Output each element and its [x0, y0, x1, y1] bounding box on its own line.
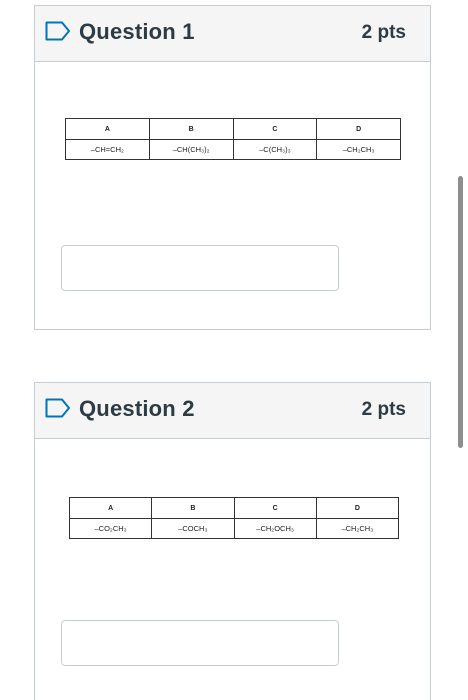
question-1-points: 2 pts — [361, 22, 406, 43]
question-2-title: Question 2 — [79, 396, 195, 421]
choice-a-value: –CO₂CH₃ — [70, 519, 152, 539]
choice-a-value: –CH=CH₂ — [66, 140, 150, 160]
choice-b-value: –CH(CH₃)₂ — [149, 140, 233, 160]
choice-c-value: –C(CH₃)₃ — [233, 140, 317, 160]
page-scrollbar[interactable] — [458, 176, 463, 448]
choice-a-header: A — [66, 119, 150, 140]
choice-c-header: C — [233, 119, 317, 140]
choice-b-header: B — [149, 119, 233, 140]
flag-question-icon[interactable] — [45, 398, 71, 418]
choice-c-value: –CH₂OCH₃ — [234, 519, 316, 539]
question-2-header — [35, 383, 430, 439]
question-1-choices-table — [65, 118, 401, 160]
question-1-card — [34, 5, 431, 330]
question-2-card — [34, 382, 431, 700]
question-2-answer-input[interactable] — [61, 620, 339, 666]
choice-d-value: –CH₂CH₃ — [316, 519, 398, 539]
question-1-answer-input[interactable] — [61, 245, 339, 291]
question-1-title: Question 1 — [79, 19, 195, 44]
question-2-points: 2 pts — [361, 399, 406, 420]
choice-d-value: –CH₂CH₃ — [317, 140, 401, 160]
choice-a-header: A — [70, 498, 152, 519]
question-2-choices-table — [69, 497, 399, 539]
choice-d-header: D — [317, 119, 401, 140]
question-1-header — [35, 6, 430, 62]
choice-b-header: B — [152, 498, 234, 519]
choice-c-header: C — [234, 498, 316, 519]
choice-b-value: –COCH₃ — [152, 519, 234, 539]
flag-question-icon[interactable] — [45, 21, 71, 41]
choice-d-header: D — [316, 498, 398, 519]
